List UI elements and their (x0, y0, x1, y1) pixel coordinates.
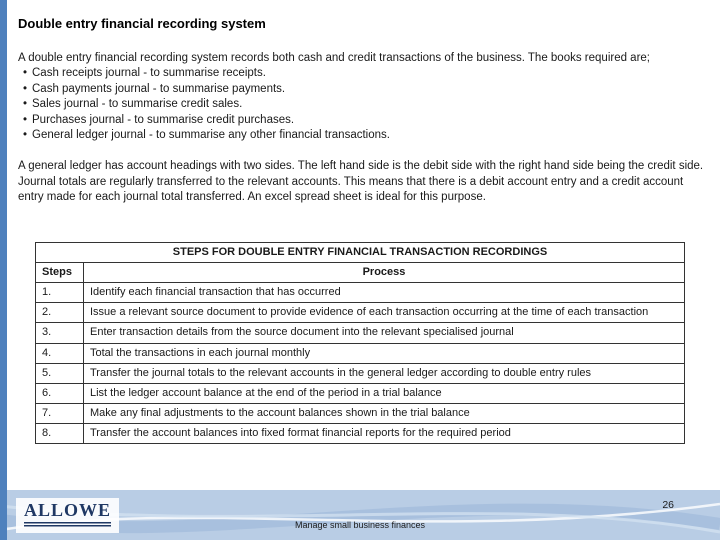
bullet-item (18, 82, 704, 97)
left-accent-bar (0, 0, 7, 540)
table-cell-process: Issue a relevant source document to provide evidence of each transaction occurring at the time of each transaction (84, 303, 685, 323)
table-cell-step: 6. (36, 383, 84, 403)
table-cell-step: 3. (36, 323, 84, 343)
table-title-row (36, 242, 685, 262)
table-cell-step: 1. (36, 283, 84, 303)
table-cell-process: Total the transactions in each journal monthly (84, 343, 685, 363)
table-title: STEPS FOR DOUBLE ENTRY FINANCIAL TRANSACTION RECORDINGS (36, 242, 685, 262)
table-row (36, 363, 685, 383)
bullet-marker: • (23, 113, 28, 126)
table-cell-process: Transfer the journal totals to the relevant accounts in the general ledger according to double entry rules (84, 363, 685, 383)
table-cell-step: 5. (36, 363, 84, 383)
allowe-logo-stripes (24, 522, 111, 528)
table-cell-step: 4. (36, 343, 84, 363)
footer-text: Manage small business finances (294, 520, 426, 530)
table-cell-process: List the ledger account balance at the end of the period in a trial balance (84, 383, 685, 403)
bullet-marker: • (23, 82, 28, 95)
page-number: 26 (662, 499, 674, 511)
bullet-marker: • (23, 129, 28, 142)
bullet-list (18, 66, 704, 143)
table-row (36, 383, 685, 403)
bullet-text: General ledger journal - to summarise any other financial transactions. (32, 129, 390, 142)
intro-paragraph: A double entry financial recording system records both cash and credit transactions of the business. The books required are; (18, 52, 651, 64)
column-header-steps: Steps (36, 262, 84, 282)
footer-band (0, 490, 720, 540)
bullet-text: Cash receipts journal - to summarise receipts. (32, 67, 266, 80)
table-row (36, 283, 685, 303)
steps-table-wrapper (35, 242, 704, 445)
bullet-text: Purchases journal - to summarise credit purchases. (32, 113, 295, 126)
bullet-marker: • (23, 67, 28, 80)
bullet-item (18, 66, 704, 81)
table-row (36, 323, 685, 343)
bullet-item (18, 113, 704, 128)
table-header-row (36, 262, 685, 282)
table-cell-step: 7. (36, 404, 84, 424)
table-row (36, 404, 685, 424)
slide-title: Double entry financial recording system (18, 16, 266, 31)
bullet-text: Cash payments journal - to summarise payments. (32, 82, 286, 95)
column-header-process: Process (84, 262, 685, 282)
table-cell-step: 2. (36, 303, 84, 323)
allowe-logo (16, 498, 119, 533)
steps-table (35, 242, 685, 445)
slide-content (18, 16, 704, 444)
table-cell-process: Enter transaction details from the source document into the relevant specialised journal (84, 323, 685, 343)
table-cell-process: Make any final adjustments to the account balances shown in the trial balance (84, 404, 685, 424)
bullet-marker: • (23, 98, 28, 111)
table-cell-process: Identify each financial transaction that has occurred (84, 283, 685, 303)
table-row (36, 303, 685, 323)
bullet-text: Sales journal - to summarise credit sales. (32, 98, 243, 111)
table-cell-step: 8. (36, 424, 84, 444)
bullet-item (18, 97, 704, 112)
table-row (36, 424, 685, 444)
allowe-logo-text: ALLOWE (24, 500, 112, 520)
table-cell-process: Transfer the account balances into fixed format financial reports for the required period (84, 424, 685, 444)
table-row (36, 343, 685, 363)
ledger-paragraph: A general ledger has account headings with two sides. The left hand side is the debit side with the right hand side being the credit side. Journal totals are regularly transferred to the relevant accounts. This means that there is a debit account entry and a credit account entry made for each journal total transferred. An excel spread sheet is ideal for this purpose. (18, 160, 704, 204)
bullet-item (18, 128, 704, 143)
